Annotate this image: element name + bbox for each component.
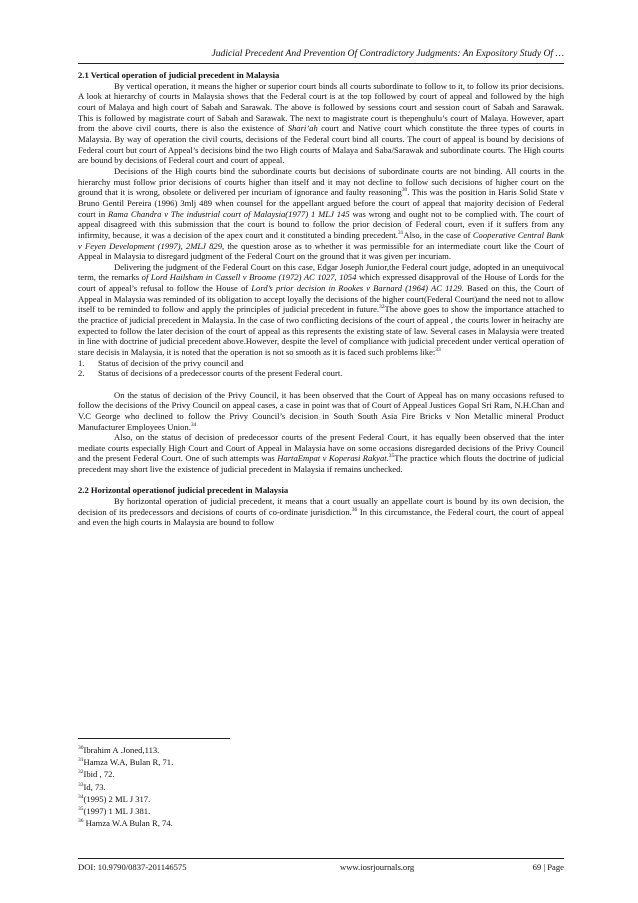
- page-footer: [78, 862, 564, 874]
- paragraph-predecessor-courts: Also, on the status of decision of predecessor courts of the present Federal Court, it has equally been observed that the inter mediate courts especially High Court and Court of Appeal in Malaysia have on some occasions disregarded decisions of the Privy Council and the present Federal Court. One of such attempts was HartaEmpat v Koperasi Rakyat.$^{35}$The practice which flouts the doctrine of judicial precedent may short live the existence of judicial precedent in Malaysia if remains unchecked.: [78, 432, 564, 475]
- footnote-item: $^{30}$Ibrahim A .Joned,113.: [78, 745, 160, 755]
- footnote-item: $^{35}$(1997) 1 ML J 381.: [78, 806, 151, 817]
- case-citation: Cooperative Central Bank v Feyen Development (1997), 2MLJ 829,: [78, 229, 564, 251]
- footer-rule: [78, 858, 564, 859]
- footnotes: [78, 744, 558, 829]
- case-citation: HartaEmpat v Koperasi Rakyat.: [277, 453, 389, 464]
- spacer: [78, 379, 564, 390]
- list-item: 2. Status of decisions of a predecessor courts of the present Federal court.: [78, 368, 343, 379]
- list-number: 2.: [78, 368, 85, 379]
- footnote-ref[interactable]: 34: [190, 421, 197, 428]
- footnote-item: $^{31}$Hamza W.A, Bulan R, 71.: [78, 757, 174, 768]
- footnote-rule: [78, 738, 230, 739]
- problems-list: [78, 358, 564, 379]
- case-citation: Lord’s prior decision in Rookes v Barnard (1964) AC 1129.: [251, 283, 464, 294]
- footnote-ref[interactable]: 31: [397, 229, 404, 236]
- footnote-ref[interactable]: 36: [351, 506, 358, 513]
- page-number: 69 | Page: [532, 862, 564, 872]
- footnote-item: $^{33}$Id, 73.: [78, 781, 106, 792]
- section-heading-vertical: 2.1 Vertical operation of judicial precedent in Malaysia: [78, 70, 280, 80]
- footnote-ref[interactable]: 33: [435, 347, 441, 354]
- paragraph-privy-council: On the status of decision of the Privy Council, it has been observed that the Court of Appeal has on many occasions refused to follow the decisions of the Privy Council on appeal cases, a case in point was that of Court of Appeal Justices Gopal Sri Ram, N.H.Chan and V.C George who declined to follow the Privy Council’s decision in South South Asia Fire Bricks v Non Metallic mineral Product Manufacturer Employees Union.$^{34}$: [78, 389, 564, 432]
- footnote-ref[interactable]: 30: [401, 187, 408, 194]
- case-citation: of Lord Hailsham in Cassell v Broome (1972) AC 1027, 1054: [141, 272, 357, 283]
- article-body: [78, 70, 564, 528]
- paragraph-vertical-intro: By vertical operation, it means the higher or superior court binds all courts subordinate to follow to it, to follow its prior decisions. A look at hierarchy of courts in Malaysia shows that the Federal court is at the top followed by court of appeal and followed by the high court of Malaya and high court of Sabah and Sarawak. The above is followed by sessions court and session court of Sabah and Sarawak. This is followed by magistrate court of Sabah and Sarawak. The next to magistrate court is thepenghulu’s court of Malaya. However, apart from the above civil courts, there is also the existence of Shari’ah court and Native court which constitute the three types of courts in Malaysia. By way of operation the civil courts, decisions of the Federal court bind all courts. The court of appeal is bound by decisions of Federal court but court of Appeal’s decisions bind the two High courts of Malaya and Saba/Sarawak and subordinate courts. The High courts are bound by decisions of Federal court and court of appeal.: [78, 80, 565, 166]
- header-rule: [78, 63, 564, 64]
- paragraph-federal-judgment: Delivering the judgment of the Federal Court on this case, Edgar Joseph Junior,the Federal court judge, adopted in an unequivocal term, the remarks of Lord Hailsham in Cassell v Broome (1972) AC 1027, 1054 which expressed disapproval of the House of Lords for the court of appeal’s refusal to follow the House of Lord’s prior decision in Rookes v Barnard (1964) AC 1129. Based on this, the Court of Appeal in Malaysia was reminded of its obligation to accept loyally the decisions of the higher court(Federal Court)and the need not to allow itself to be reminded to follow and apply the principles of judicial precedent in future.$^{32}$The above goes to show the importance attached to the practice of judicial precedent in Malaysia. In the case of two conflicting decisions of the court of appeal , the courts lower in heirachy are expected to follow the later decision of the court of appeal as this represents the existing state of law. Several cases in Malaysia were treated in line with doctrine of judicial precedent above.However, despite the level of compliance with judicial precedent under vertical operation of stare decisis in Malaysia, it is noted that the operation is not so smooth as it is faced such problems like:$^{33}$: [78, 261, 565, 358]
- footnote-ref[interactable]: 35: [388, 453, 395, 460]
- paragraph-high-courts: Decisions of the High courts bind the subordinate courts but decisions of subordinate courts are not binding. All courts in the hierarchy must follow prior decisions of courts higher than itself and it may not decline to follow such decisions of higher court on the ground that it is wrong, obsolete or delivered per incuriam of ignorance and faulty reasoning$^{30}$. This was the position in Haris Solid State v Bruno Gentil Pereira (1996) 3mlj 489 when counsel for the appellant argued before the court of appeal that majority decision of Federal court in Rama Chandra v The industrial court of Malaysia(1977) 1 MLJ 145 was wrong and ought not to be complied with. The court of appeal disagreed with this submission that the court is bound to follow the prior decision of Federal court, even if it suffers from any infirmity, because, it was a decision of the apex court and it constituted a binding precedent.$^{31}$Also, in the case of Cooperative Central Bank v Feyen Development (1997), 2MLJ 829, the question arose as to whether it was permissible for an intermediate court like the Court of Appeal in Malaysia to disregard judgment of the Federal Court on the ground that it was given per incuriam.: [78, 165, 565, 262]
- footnote-item: $^{34}$(1995) 2 ML J 317.: [78, 793, 151, 804]
- spacer: [78, 475, 564, 486]
- footnote-item: $^{32}$Ibid , 72.: [78, 769, 115, 780]
- footnote-ref[interactable]: 32: [379, 304, 385, 311]
- list-item: 1. Status of decision of the privy council and: [78, 357, 244, 368]
- list-number: 1.: [78, 357, 85, 368]
- journal-website-link[interactable]: www.iosrjournals.org: [340, 862, 415, 872]
- section-heading-horizontal: 2.2 Horizontal operationof judicial precedent in Malaysia: [78, 485, 289, 496]
- footnote-item: $^{36}$ Hamza W.A Bulan R, 74.: [78, 818, 173, 829]
- doi-text: DOI: 10.9790/0837-201146575: [78, 862, 187, 872]
- italic-term: Shari’ah: [287, 123, 318, 134]
- case-citation: Rama Chandra v The industrial court of Malaysia(1977) 1 MLJ 145: [108, 208, 350, 219]
- paragraph-horizontal-intro: By horizontal operation of judicial precedent, it means that a court usually an appellate court is bound by its own decision, the decision of its predecessors and decisions of courts of co-ordinate jurisdiction.$^{36}$ In this circumstance, the Federal court, the court of appeal and even the high courts in Malaysia are bound to follow: [78, 495, 564, 528]
- running-head: Judicial Precedent And Prevention Of Contradictory Judgments: An Expository Study Of …: [211, 48, 564, 59]
